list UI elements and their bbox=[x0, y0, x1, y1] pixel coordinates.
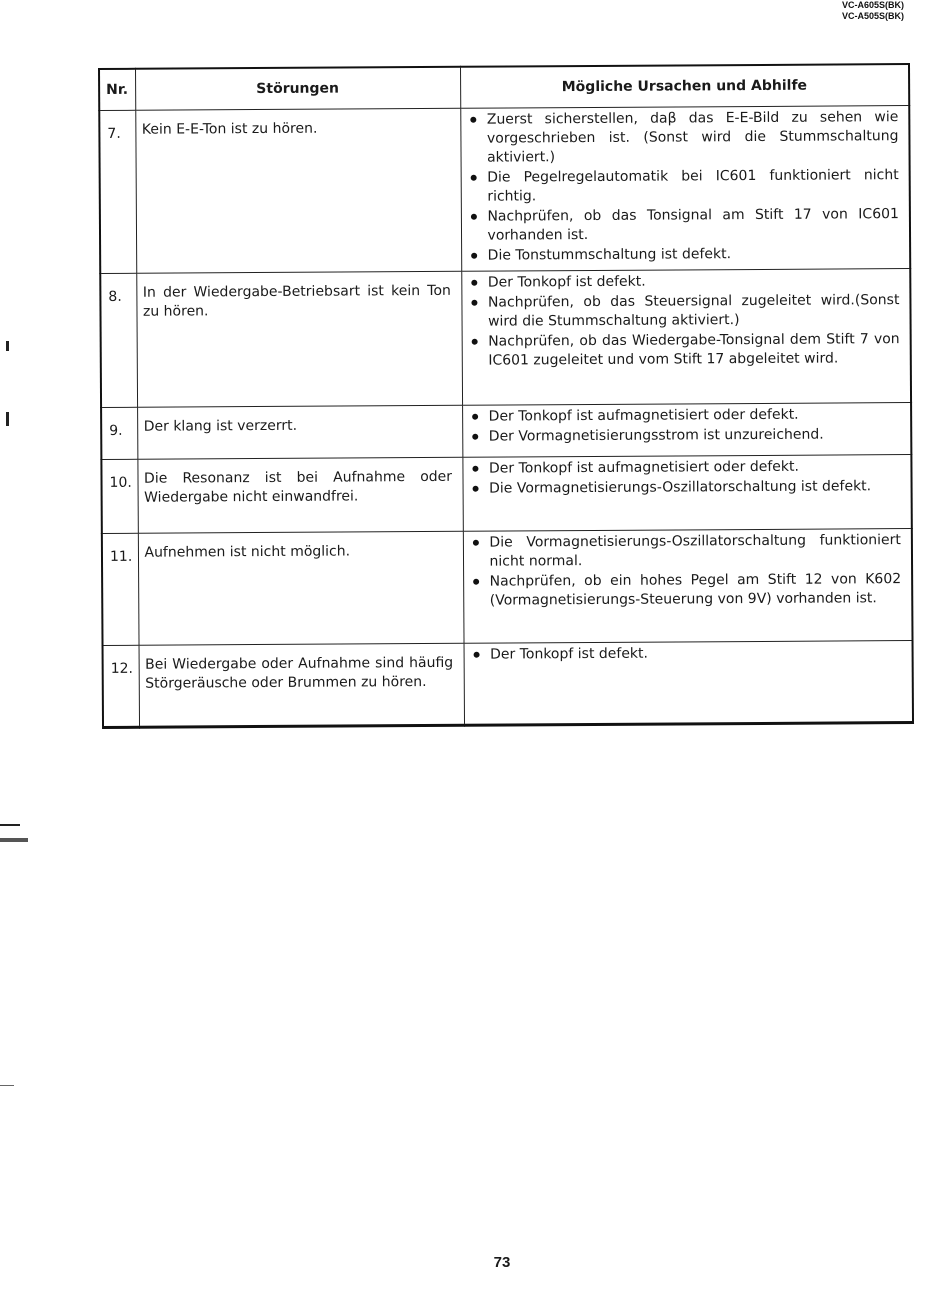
cause-list bbox=[468, 271, 900, 371]
symptom-text: Bei Wiedergabe oder Aufnahme sind häufig Störgeräusche oder Brummen zu hören. bbox=[139, 643, 464, 727]
table-header-row bbox=[99, 64, 909, 110]
cause-item: Nachprüfen, ob das Wiedergabe-Tonsignal dem Stift 7 von IC601 zugeleitet und vom Stift 17 abgeleitet wird. bbox=[468, 330, 900, 371]
bullet-icon bbox=[470, 214, 476, 220]
model-code: VC-A505S(BK) bbox=[841, 11, 904, 21]
table-row bbox=[102, 529, 913, 646]
bullet-icon bbox=[471, 253, 477, 259]
scan-mark bbox=[0, 838, 28, 842]
scan-mark bbox=[6, 341, 9, 351]
table-row bbox=[101, 403, 911, 460]
bullet-icon bbox=[471, 280, 477, 286]
symptom-text: Der klang ist verzerrt. bbox=[137, 405, 462, 459]
row-number: 7. bbox=[99, 110, 136, 273]
row-number: 9. bbox=[101, 407, 137, 459]
remedy-cell bbox=[460, 106, 910, 272]
cause-item: Der Tonkopf ist defekt. bbox=[468, 271, 900, 293]
column-header-symptom: Störungen bbox=[135, 67, 460, 110]
table-row bbox=[100, 269, 911, 408]
page-number: 73 bbox=[493, 1254, 511, 1271]
remedy-cell bbox=[461, 269, 911, 406]
cause-list bbox=[469, 531, 901, 611]
column-header-remedy: Mögliche Ursachen und Abhilfe bbox=[460, 64, 909, 108]
model-code: VC-A605S(BK) bbox=[841, 0, 904, 10]
cause-item: Nachprüfen, ob ein hohes Pegel am Stift 12 von K602 (Vormagnetisierungs-Steuerung von 9V) vorhanden ist. bbox=[470, 570, 902, 611]
scan-mark bbox=[0, 824, 20, 826]
scan-mark bbox=[0, 1085, 14, 1086]
cause-item: Die Pegelregelautomatik bei IC601 funktioniert nicht richtig. bbox=[467, 166, 899, 207]
model-codes bbox=[842, 0, 904, 22]
cause-item: Nachprüfen, ob das Tonsignal am Stift 17 von IC601 vorhanden ist. bbox=[467, 205, 899, 246]
symptom-text: Kein E-E-Ton ist zu hören. bbox=[135, 108, 461, 273]
cause-item: Die Tonstummschaltung ist defekt. bbox=[468, 244, 900, 266]
bullet-icon bbox=[471, 300, 477, 306]
table-row bbox=[99, 106, 910, 274]
bullet-icon bbox=[472, 486, 478, 492]
bullet-icon bbox=[473, 652, 479, 658]
cause-item: Der Tonkopf ist defekt. bbox=[470, 643, 902, 665]
scan-mark bbox=[6, 412, 9, 426]
column-header-nr: Nr. bbox=[99, 69, 135, 111]
symptom-text: Die Resonanz ist bei Aufnahme oder Wiedergabe nicht einwandfrei. bbox=[137, 457, 462, 533]
cause-item: Der Vormagnetisierungsstrom ist unzureichend. bbox=[469, 425, 901, 447]
remedy-cell bbox=[464, 641, 913, 726]
cause-item: Nachprüfen, ob das Steuersignal zugeleitet wird.(Sonst wird die Stummschaltung aktiviert.) bbox=[468, 291, 900, 332]
cause-item: Zuerst sicherstellen, daβ das E-E-Bild zu sehen wie vorgeschrieben ist. (Sonst wird die Stummschaltung aktiviert.) bbox=[467, 108, 899, 168]
bullet-icon bbox=[472, 466, 478, 472]
remedy-cell bbox=[463, 529, 913, 644]
bullet-icon bbox=[472, 414, 478, 420]
troubleshooting-table bbox=[98, 63, 914, 729]
bullet-icon bbox=[473, 579, 479, 585]
cause-item: Die Vormagnetisierungs-Oszillatorschaltung ist defekt. bbox=[469, 477, 901, 499]
cause-list bbox=[469, 405, 901, 447]
symptom-text: In der Wiedergabe-Betriebsart ist kein Ton zu hören. bbox=[136, 271, 462, 407]
row-number: 11. bbox=[102, 533, 139, 645]
bullet-icon bbox=[472, 540, 478, 546]
bullet-icon bbox=[470, 175, 476, 181]
cause-list bbox=[469, 457, 901, 499]
bullet-icon bbox=[471, 339, 477, 345]
row-number: 12. bbox=[103, 645, 140, 727]
cause-item: Der Tonkopf ist aufmagnetisiert oder defekt. bbox=[469, 457, 901, 479]
cause-list bbox=[470, 643, 902, 665]
table-row bbox=[101, 455, 911, 534]
bullet-icon bbox=[470, 117, 476, 123]
symptom-text: Aufnehmen ist nicht möglich. bbox=[138, 531, 464, 645]
remedy-cell bbox=[462, 455, 911, 532]
remedy-cell bbox=[462, 403, 911, 458]
cause-item: Die Vormagnetisierungs-Oszillatorschaltung funktioniert nicht normal. bbox=[469, 531, 901, 572]
row-number: 8. bbox=[100, 273, 137, 407]
cause-list bbox=[467, 108, 899, 266]
bullet-icon bbox=[472, 434, 478, 440]
table-row bbox=[103, 641, 913, 728]
row-number: 10. bbox=[101, 459, 137, 533]
cause-item: Der Tonkopf ist aufmagnetisiert oder defekt. bbox=[469, 405, 901, 427]
